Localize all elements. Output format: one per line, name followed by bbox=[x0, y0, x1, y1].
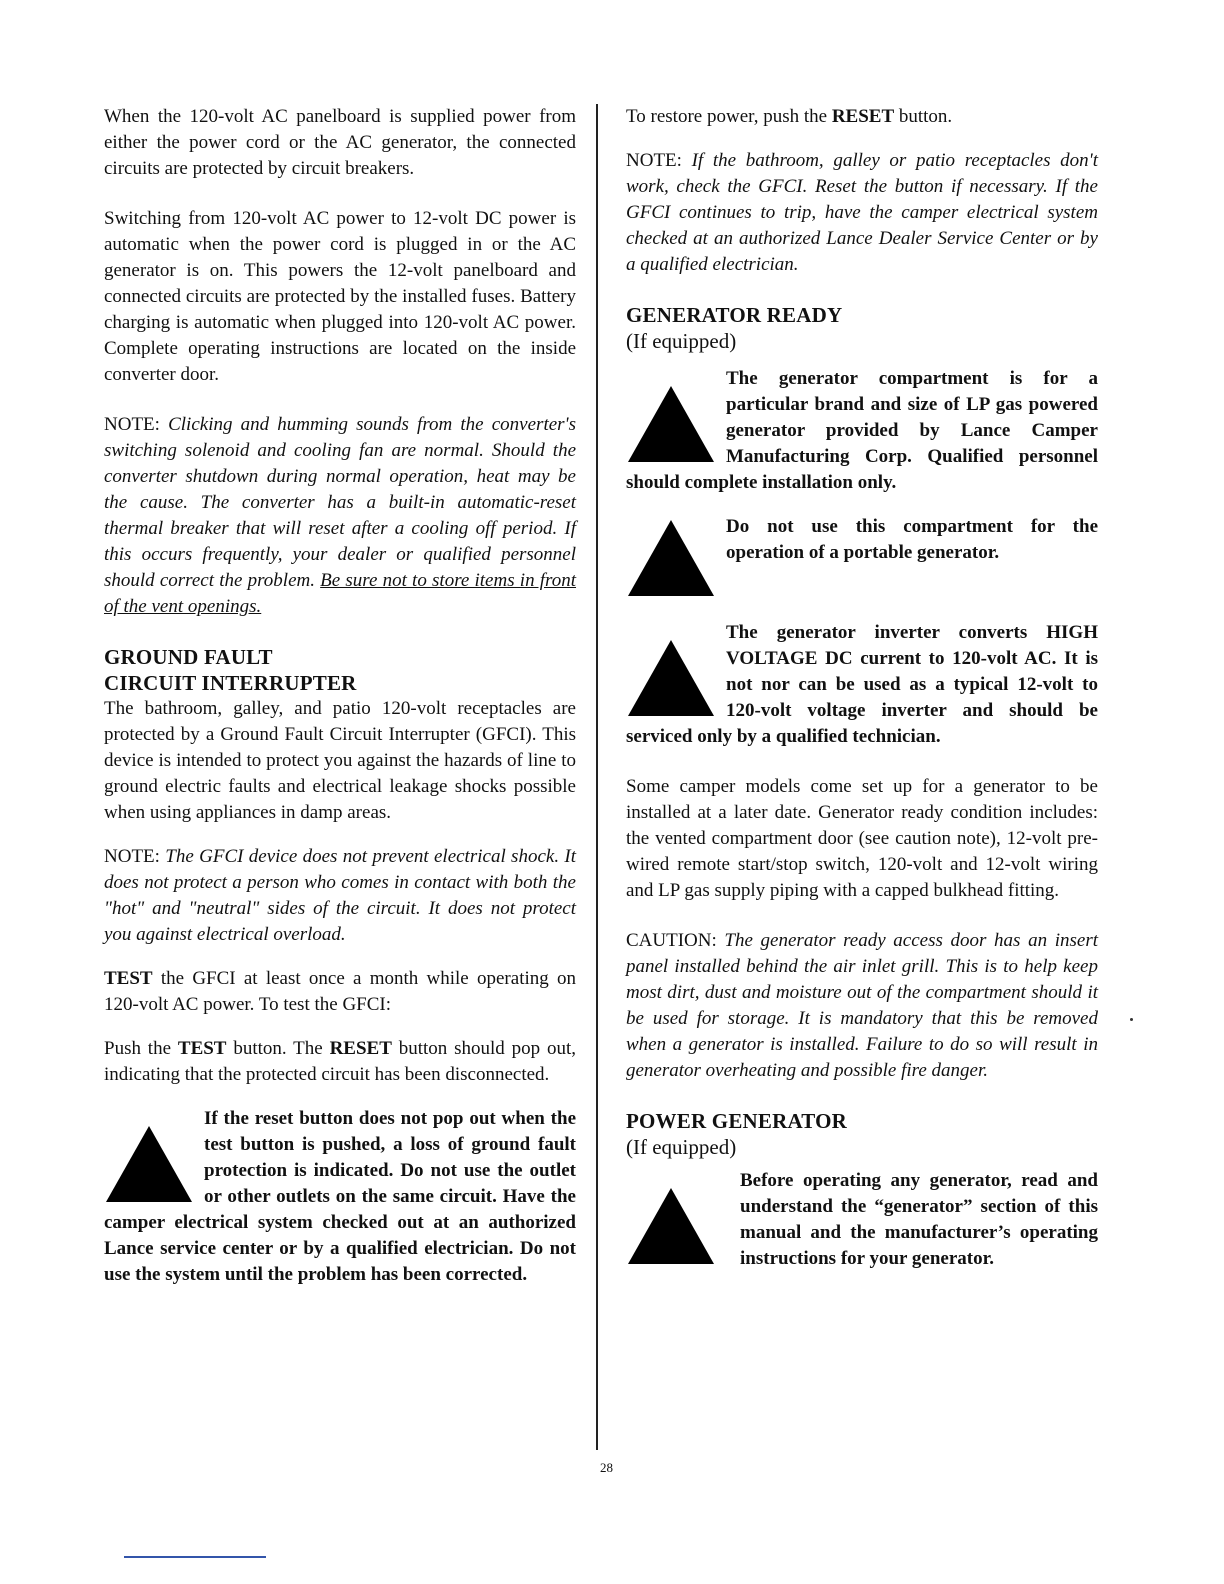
page-number: 28 bbox=[600, 1460, 613, 1475]
panelboard-paragraph: When the 120-volt AC panelboard is supplied power from either the power cord or the AC generator, the connected circuits are protected by circuit breakers. bbox=[104, 106, 576, 179]
portable-warning bbox=[626, 514, 1098, 602]
push-text-2: button. The bbox=[233, 1038, 323, 1059]
reset-warning-text: If the reset button does not pop out when the test button is pushed, a loss of ground fault protection is indicated. Do not use the outlet or other outlets on the same circuit. Have the camper electrical system checked out at an authorized Lance service center or by a qualified electrician. Do not use the system until the problem has been corrected. bbox=[104, 1108, 576, 1285]
generator-ready-subtitle: (If equipped) bbox=[626, 329, 737, 353]
column-divider bbox=[596, 104, 598, 1450]
inverter-warning bbox=[626, 620, 1098, 750]
note-label: NOTE: bbox=[626, 150, 682, 171]
note-underlined-text: Be sure not to store items in front of the vent openings. bbox=[104, 570, 577, 617]
inverter-warning-text: The generator inverter converts HIGH VOLTAGE DC current to 120-volt AC. It is not nor can be used as a typical 12-volt to 120-volt voltage inverter and should be serviced only by a qualified technician. bbox=[626, 622, 1098, 747]
warning-triangle-icon bbox=[626, 1186, 730, 1266]
generator-operation-warning bbox=[626, 1168, 1098, 1272]
push-reset-bold: RESET bbox=[329, 1038, 392, 1059]
generator-ready-title: GENERATOR READY bbox=[626, 303, 843, 327]
restore-text-2: button. bbox=[898, 106, 953, 127]
warning-triangle-icon bbox=[626, 638, 716, 718]
reset-warning bbox=[104, 1106, 576, 1288]
generator-operation-warning-text: Before operating any generator, read and understand the “generator” section of this manual and the manufacturer’s operating instructions for your generator. bbox=[740, 1170, 1098, 1269]
restore-paragraph bbox=[626, 104, 1098, 130]
footer-rule bbox=[124, 1556, 266, 1558]
generator-ready-heading bbox=[626, 302, 1098, 354]
caution-label: CAUTION: bbox=[626, 930, 717, 951]
test-bold: TEST bbox=[104, 968, 153, 989]
caution-text: The generator ready access door has an insert panel installed behind the air inlet grill. This is to help keep most dirt, dust and moisture out of the compartment should it be used for storage. It is mandatory that this be removed when a generator is installed. Failure to do so will result in generator overheating and possible fire danger. bbox=[626, 930, 1098, 1081]
test-text: the GFCI at least once a month while operating on 120-volt AC power. To test the GFCI: bbox=[104, 968, 577, 1015]
note-text: If the bathroom, galley or patio receptacles don't work, check the GFCI. Reset the button if necessary. If the GFCI continues to trip, have the camper electrical system checked at an authorized Lance Dealer Service Center or by a qualified electrician. bbox=[626, 150, 1099, 275]
push-test-paragraph bbox=[104, 1036, 576, 1088]
test-paragraph bbox=[104, 966, 576, 1018]
note-label: NOTE: bbox=[104, 846, 160, 867]
power-generator-subtitle: (If equipped) bbox=[626, 1135, 737, 1159]
compartment-warning bbox=[626, 366, 1098, 496]
push-text-1: Push the bbox=[104, 1038, 172, 1059]
right-column bbox=[626, 104, 1098, 1272]
push-text-3: button should pop out, indicating that the protected circuit has been disconnected. bbox=[104, 1038, 577, 1085]
warning-triangle-icon bbox=[626, 384, 716, 464]
switching-paragraph: Switching from 120-volt AC power to 12-volt DC power is automatic when the power cord is plugged in or the AC generator is on. This powers the 12-volt panelboard and connected circuits are protected by the installed fuses. Battery charging is automatic when plugged into 120-volt AC power. Complete operating instructions are located on the inside converter door. bbox=[104, 208, 576, 385]
portable-warning-text: Do not use this compartment for the operation of a portable generator. bbox=[726, 516, 1098, 563]
gfci-paragraph: The bathroom, galley, and patio 120-volt receptacles are protected by a Ground Fault Circuit Interrupter (GFCI). This device is intended to protect you against the hazards of line to ground electric faults and electrical leakage shocks possible when using appliances in damp areas. bbox=[104, 698, 576, 823]
gfci-heading-line-1: GROUND FAULT bbox=[104, 645, 273, 669]
left-column bbox=[104, 104, 576, 1288]
warning-triangle-icon bbox=[626, 518, 716, 598]
restore-text-1: To restore power, push the bbox=[626, 106, 828, 127]
converter-note bbox=[104, 412, 576, 620]
note-text: The GFCI device does not prevent electrical shock. It does not protect a person who comes in contact with both the "hot" and "neutral" sides of the circuit. It does not protect you against electrical overload. bbox=[104, 846, 577, 945]
warning-triangle-icon bbox=[104, 1124, 194, 1204]
note-label: NOTE: bbox=[104, 414, 160, 435]
power-generator-heading bbox=[626, 1108, 1098, 1160]
gfci-heading bbox=[104, 644, 576, 696]
restore-reset-bold: RESET bbox=[831, 106, 895, 127]
gfci-heading-line-2: CIRCUIT INTERRUPTER bbox=[104, 671, 357, 695]
scan-speck bbox=[1130, 1018, 1133, 1021]
gfci-note bbox=[104, 844, 576, 948]
receptacle-note bbox=[626, 148, 1098, 278]
caution-paragraph bbox=[626, 928, 1098, 1084]
power-generator-title: POWER GENERATOR bbox=[626, 1109, 847, 1133]
note-text: Clicking and humming sounds from the converter's switching solenoid and cooling fan are normal. Should the converter shutdown during normal operation, heat may be the cause. The converter has a built-in automatic-reset thermal breaker that will reset after a cooling off period. If this occurs frequently, your dealer or qualified personnel should correct the problem. bbox=[104, 414, 577, 591]
push-test-bold: TEST bbox=[177, 1038, 227, 1059]
compartment-warning-text: The generator compartment is for a particular brand and size of LP gas powered generator provided by Lance Camper Manufacturing Corp. Qualified personnel should complete installation only. bbox=[626, 368, 1098, 493]
generator-ready-paragraph: Some camper models come set up for a generator to be installed at a later date. Generator ready condition includes: the vented compartment door (see caution note), 12-volt pre-wired remote start/stop switch, 120-volt and 12-volt wiring and LP gas supply piping with a capped bulkhead fitting. bbox=[626, 776, 1098, 901]
